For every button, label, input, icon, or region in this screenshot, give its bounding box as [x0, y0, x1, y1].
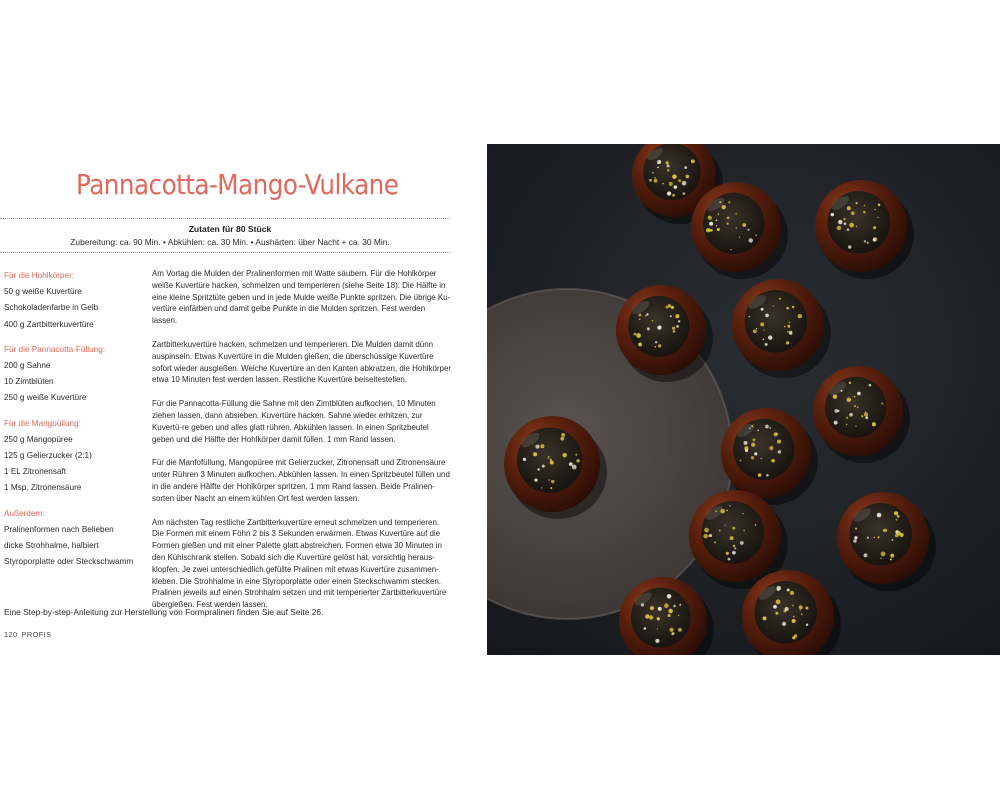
praline-speckle [706, 228, 710, 232]
praline-speckle [786, 341, 789, 344]
praline-speckle [831, 213, 834, 216]
praline-speckle [799, 605, 803, 609]
praline-speckle [762, 616, 766, 620]
praline-speckle [864, 240, 866, 242]
praline-speckle [691, 159, 695, 163]
praline-speckle [645, 614, 649, 618]
praline-speckle [667, 164, 670, 167]
ingredients-list [4, 268, 144, 570]
praline-speckle [890, 558, 892, 560]
praline-speckle [805, 607, 808, 610]
praline-speckle [873, 537, 875, 539]
praline-speckle [771, 459, 775, 463]
praline-speckle [548, 456, 550, 458]
praline-speckle [576, 459, 579, 462]
praline-speckle [877, 536, 879, 538]
praline-speckle [657, 160, 661, 164]
praline-speckle [844, 222, 847, 225]
praline-speckle [851, 211, 855, 215]
praline-speckle [892, 539, 894, 541]
praline-speckle [535, 445, 539, 449]
praline-speckle [732, 527, 735, 530]
praline-speckle [881, 552, 886, 557]
praline-speckle [684, 166, 687, 169]
praline-speckle [778, 450, 781, 453]
praline-speckle [765, 314, 769, 318]
praline-speckle [733, 545, 736, 548]
ingredient-group-heading: Außerdem: [4, 508, 45, 518]
praline-speckle [678, 615, 679, 616]
praline-speckle [671, 306, 674, 309]
praline-speckle [766, 474, 768, 476]
praline-speckle [774, 432, 778, 436]
praline-speckle [726, 223, 728, 225]
ingredient-item: 200 g Sahne [4, 361, 51, 371]
praline-speckle [550, 487, 552, 489]
praline-speckle [649, 615, 653, 619]
praline-speckle [749, 238, 753, 242]
praline-speckle [897, 515, 900, 518]
praline-speckle [792, 306, 794, 308]
praline-speckle [655, 639, 659, 643]
praline-speckle [873, 238, 876, 241]
praline-speckle [744, 441, 748, 445]
praline-speckle [864, 412, 868, 416]
praline-speckle [779, 298, 781, 300]
praline-speckle [773, 605, 777, 609]
praline-speckle [753, 439, 756, 442]
ingredient-item: 400 g Zartbitterkuvertüre [4, 319, 94, 329]
praline-speckle [863, 211, 865, 213]
praline-speckle [883, 530, 884, 531]
praline-speckle [727, 216, 730, 219]
praline-speckle [806, 624, 808, 626]
praline-speckle [878, 203, 881, 206]
praline-speckle [666, 161, 669, 164]
praline-speckle [880, 558, 882, 560]
footer-note: Eine Step-by-step-Anleitung zur Herstellung von Formpralinen finden Sie auf Seite 26. [4, 607, 324, 617]
praline-speckle [849, 413, 853, 417]
praline-speckle [654, 177, 655, 178]
page-folio [4, 630, 55, 639]
praline-speckle [636, 333, 641, 338]
praline-speckle [709, 534, 712, 537]
praline-speckle [745, 449, 748, 452]
ingredient-item: 250 g Mangopüree [4, 434, 73, 444]
praline-speckle [853, 539, 857, 543]
praline-speckle [722, 205, 726, 209]
praline-speckle [676, 325, 679, 328]
praline-speckle [671, 634, 673, 636]
method-paragraph: Am Vortag die Mulden der Pralinenformen mit Watte säubern. Für die Hohlkörper weiße Kuvertüre hacken, schmelzen und temperieren (siehe Seite 18). Die Hälfte in eine kleine Spritztüte geben und in jede Mulde weiße Punkte spritzen. Die übrige Ku-vertüre einfärben und damit gelbe Punkte in die Mulden spritzen. Fest werden lassen. [152, 269, 451, 326]
praline-speckle [749, 316, 751, 318]
praline-speckle [855, 527, 857, 529]
praline-speckle [541, 487, 542, 488]
praline-speckle [657, 628, 658, 629]
method-paragraph: Für die Pannacotta-Füllung die Sahne mit den Zimtblüten aufkochen, 10 Minuten ziehen lassen, dann absieben. Kuvertüre hacken. Sahne wieder erhitzen, zur Kuvertü-re geben und alles glatt rühren. Abkühlen lassen. In einen Spritzbeutel geben und die Hälfte der Hohlkörper damit füllen. 1 mm Rand lassen. [152, 399, 436, 444]
praline-speckle [775, 612, 778, 615]
praline-speckle [894, 511, 898, 515]
praline-speckle [662, 183, 663, 184]
praline-speckle [758, 473, 761, 476]
praline-speckle [856, 226, 857, 227]
praline-speckle [728, 201, 730, 203]
praline-speckle [668, 614, 671, 617]
praline-speckle [864, 205, 866, 207]
praline-speckle [740, 541, 744, 545]
praline-speckle [786, 307, 789, 310]
praline-speckle [896, 519, 898, 521]
praline-speckle [769, 427, 771, 429]
praline-speckle [869, 384, 872, 387]
praline-speckle [751, 456, 754, 459]
praline-speckle [760, 458, 762, 460]
ingredient-group-heading: Für die Hohlkörper: [4, 271, 75, 280]
praline-speckle [673, 185, 677, 189]
praline-speckle [719, 530, 721, 532]
praline-speckle [657, 326, 661, 330]
praline-speckle [742, 513, 743, 514]
praline-speckle [572, 465, 577, 470]
ingredient-item: 50 g weiße Kuvertüre [4, 287, 82, 297]
divider-bottom [0, 252, 450, 253]
praline-speckle [658, 607, 662, 611]
praline-speckle [575, 454, 577, 456]
praline-speckle [874, 209, 876, 211]
praline-speckle [730, 249, 731, 250]
chocolate-pralines-photo [487, 144, 1000, 655]
praline-speckle [658, 344, 661, 347]
praline-speckle [638, 342, 642, 346]
praline-speckle [777, 440, 781, 444]
praline-speckle [792, 619, 796, 623]
praline-speckle [672, 327, 675, 330]
praline-speckle [739, 236, 740, 237]
praline-speckle [703, 534, 707, 538]
praline-speckle [753, 329, 757, 333]
praline-speckle [650, 606, 654, 610]
praline-speckle [896, 531, 901, 536]
praline-speckle [777, 588, 780, 591]
praline-speckle [550, 459, 552, 461]
praline-speckle [768, 335, 772, 339]
praline-speckle [872, 422, 876, 426]
ingredient-group [4, 506, 144, 571]
ingredient-item: Schokoladenfarbe in Gelb [4, 303, 99, 313]
praline-speckle [784, 326, 786, 328]
praline-speckle [639, 319, 641, 321]
praline-speckle [533, 452, 537, 456]
praline-speckle [846, 424, 847, 425]
praline-speckle [765, 343, 768, 346]
praline-speckle [716, 225, 717, 226]
praline-speckle [638, 314, 641, 317]
praline-speckle [729, 505, 730, 506]
ingredient-item: 1 Msp. Zitronensäure [4, 483, 82, 493]
praline-speckle [756, 328, 757, 329]
praline-speckle [799, 609, 801, 611]
praline-speckle [847, 206, 851, 210]
praline-speckle [739, 460, 741, 462]
praline-speckle [854, 396, 856, 398]
praline-speckle [548, 479, 550, 481]
praline-speckle [743, 530, 745, 532]
praline-speckle [540, 444, 544, 448]
praline-speckle [890, 554, 894, 558]
praline-speckle [654, 179, 658, 183]
ingredient-item: 125 g Gelierzucker (2:1) [4, 451, 92, 461]
section-name: PROFIS [21, 630, 52, 639]
praline-speckle [667, 594, 672, 599]
praline-speckle [667, 191, 671, 195]
praline-speckle [854, 405, 856, 407]
recipe-yield: Zutaten für 80 Stück [188, 224, 272, 234]
praline-speckle [873, 226, 876, 229]
praline-speckle [867, 537, 869, 539]
recipe-times: Zubereitung: ca. 90 Min. • Abkühlen: ca. 30 Min. • Aushärten: über Nacht + ca. 30 Min. [70, 237, 390, 247]
ingredient-group [4, 268, 144, 333]
praline-speckle [742, 223, 746, 227]
praline-speckle [672, 194, 675, 197]
praline-speckle [562, 453, 566, 457]
praline-speckle [649, 179, 652, 182]
praline-speckle [751, 443, 755, 447]
praline-speckle [537, 468, 539, 470]
praline-speckle [675, 314, 679, 318]
praline-speckle [708, 216, 712, 220]
praline-speckle [647, 327, 650, 330]
ingredient-item: 250 g weiße Kuvertüre [4, 393, 87, 403]
page-number: 120 [4, 630, 18, 639]
method-paragraph: Am nächsten Tag restliche Zartbitterkuvertüre erneut schmelzen und temperieren. Die Formen mit einem Föhn 2 bis 3 Sekunden erwärmen. Etwas Kuvertüre auf die Formen gießen und mit einer Palette glatt abstreichen. Formen etwa 30 Minuten in den Kühlschrank stellen. Sobald sich die Kuvertüre gelöst hat, vorsichtig heraus-klopfen. Je zwei unterschiedlich gefüllte Pralinen mit etwas Kuvertüre zusammen-kleben. Die Strohhalme in eine Styroporplatte oder einen Steckschwamm stecken. Pralinen jeweils auf einen Strohhalm setzen und mit temperierter Zartbitterkuvertüre übergießen. Fest werden lassen. [152, 517, 447, 610]
praline-speckle [857, 406, 859, 408]
praline-speckle [789, 322, 791, 324]
praline-speckle [655, 346, 657, 348]
praline-speckle [657, 167, 659, 169]
praline-speckle [793, 616, 795, 618]
praline-speckle [569, 462, 573, 466]
praline-speckle [761, 308, 764, 311]
praline-speckle [633, 333, 636, 336]
praline-speckle [716, 220, 718, 222]
praline-speckle [551, 480, 554, 483]
praline-speckle [560, 437, 564, 441]
praline-speckle [561, 433, 565, 437]
praline-speckle [763, 330, 764, 331]
praline-speckle [667, 169, 669, 171]
praline-speckle [714, 541, 716, 543]
praline-speckle [877, 513, 882, 518]
praline-speckle [792, 636, 795, 639]
praline-speckle [682, 181, 687, 186]
ingredient-item: dicke Strohhalme, halbiert [4, 541, 99, 551]
ingredient-group-heading: Für die Mangoüllung: [4, 418, 81, 428]
praline-speckle [686, 175, 690, 179]
praline-speckle [854, 536, 857, 539]
praline-speckle [550, 461, 554, 465]
praline-speckle [834, 421, 838, 425]
praline-speckle [787, 325, 790, 328]
praline-speckle [726, 510, 727, 511]
praline-speckle [861, 415, 863, 417]
praline-speckle [534, 479, 537, 482]
praline-speckle [849, 382, 851, 384]
praline-speckle [782, 622, 786, 626]
praline-speckle [672, 174, 677, 179]
ingredient-item: 1 EL Zitronensaft [4, 467, 67, 477]
praline-speckle [655, 341, 657, 343]
praline-speckle [790, 591, 794, 595]
praline-speckle [678, 320, 680, 322]
praline-speckle [710, 229, 712, 231]
praline-speckle [837, 226, 841, 230]
praline-speckle [736, 227, 737, 228]
praline-speckle [773, 305, 774, 306]
praline-speckle [732, 551, 736, 555]
praline-speckle [728, 558, 731, 561]
praline-speckle [726, 552, 729, 555]
praline-speckle [847, 398, 851, 402]
ingredient-item: Pralinenformen nach Belieben [4, 524, 114, 534]
praline-speckle [724, 525, 725, 526]
praline-speckle [668, 609, 673, 614]
ingredient-item: 10 Zimtblüten [4, 377, 54, 387]
praline-speckle [846, 417, 848, 419]
praline-speckle [718, 213, 720, 215]
praline-speckle [776, 599, 781, 604]
praline-speckle [523, 458, 526, 461]
praline-speckle [763, 339, 765, 341]
praline-speckle [670, 315, 672, 317]
praline-speckle [765, 425, 769, 429]
praline-speckle [755, 234, 756, 235]
praline-speckle [857, 392, 861, 396]
praline-speckle [678, 179, 681, 182]
praline-speckle [652, 320, 654, 322]
praline-speckle [748, 229, 750, 231]
praline-speckle [787, 588, 790, 591]
praline-speckle [644, 627, 647, 630]
divider-top [0, 218, 450, 219]
praline-speckle [669, 182, 673, 186]
praline-speckle [682, 192, 685, 195]
praline-speckle [881, 402, 883, 404]
praline-speckle [673, 605, 676, 608]
praline-speckle [652, 172, 654, 174]
praline-speckle [785, 607, 789, 611]
praline-speckle [855, 425, 856, 426]
praline-speckle [877, 217, 878, 218]
praline-speckle [678, 628, 682, 632]
praline-speckle [673, 330, 675, 332]
praline-speckle [664, 603, 669, 608]
praline-speckle [848, 245, 851, 248]
praline-speckle [801, 613, 803, 615]
praline-speckle [787, 331, 789, 333]
praline-speckle [709, 222, 713, 226]
method-paragraph: Für die Manfofüllung, Mangopüree mit Gelierzucker, Zitronensaft und Zitronensäure unter Rühren 3 Minuten aufkochen. Abkühlen lassen. In einen Spritzbeutel füllen und in die andere Hälfte der Hohlkörper spritzen. 1 mm Rand lassen. Beide Pralinen-sorten über Nacht an einem kühlen Ort fest werden lassen. [152, 458, 450, 503]
ingredient-group [4, 342, 144, 407]
praline-speckle [856, 202, 858, 204]
praline-speckle [734, 547, 736, 549]
praline-speckle [717, 228, 720, 231]
praline-speckle [754, 452, 757, 455]
praline-speckle [755, 524, 757, 526]
praline-speckle [847, 228, 850, 231]
praline-speckle [843, 218, 845, 220]
praline-speckle [679, 604, 681, 606]
praline-speckle [798, 314, 803, 319]
photo-illustration [487, 144, 1000, 655]
method-paragraph: Zartbitterkuvertüre hacken, schmelzen und temperieren. Die Mulden damit dünn auspinseln. Etwas Kuvertüre in die Mulden gießen, die überschüssige Kuvertüre sofort wieder ausgießen. Weiche Kuvertüre an den Kanten abkratzen, die Hohlkörper etwa 10 Minuten fest werden lassen. Restliche Kuvertüre beiseitestellen. [152, 339, 452, 385]
praline-speckle [735, 213, 737, 215]
praline-speckle [757, 430, 759, 432]
method-steps [152, 268, 452, 611]
praline-speckle [666, 305, 669, 308]
praline-speckle [760, 322, 764, 326]
praline-speckle [769, 446, 773, 450]
praline-speckle [704, 528, 709, 533]
ingredient-item: Styroporplatte oder Steckschwamm [4, 557, 134, 567]
praline-speckle [789, 331, 793, 335]
praline-speckle [864, 553, 868, 557]
praline-speckle [542, 465, 545, 468]
praline-speckle [657, 617, 659, 619]
praline-speckle [792, 605, 794, 607]
praline-speckle [849, 223, 854, 228]
praline-speckle [865, 416, 868, 419]
praline-speckle [645, 315, 647, 317]
ingredient-group [4, 416, 144, 497]
recipe-title: Pannacotta-Mango-Vulkane [76, 168, 399, 201]
praline-speckle [838, 220, 842, 224]
praline-speckle [730, 536, 734, 540]
ingredient-group-heading: Für die Pannacotta-Füllung: [4, 344, 106, 354]
praline-speckle [646, 313, 648, 315]
praline-speckle [867, 242, 869, 244]
praline-speckle [834, 409, 838, 413]
praline-speckle [670, 628, 674, 632]
